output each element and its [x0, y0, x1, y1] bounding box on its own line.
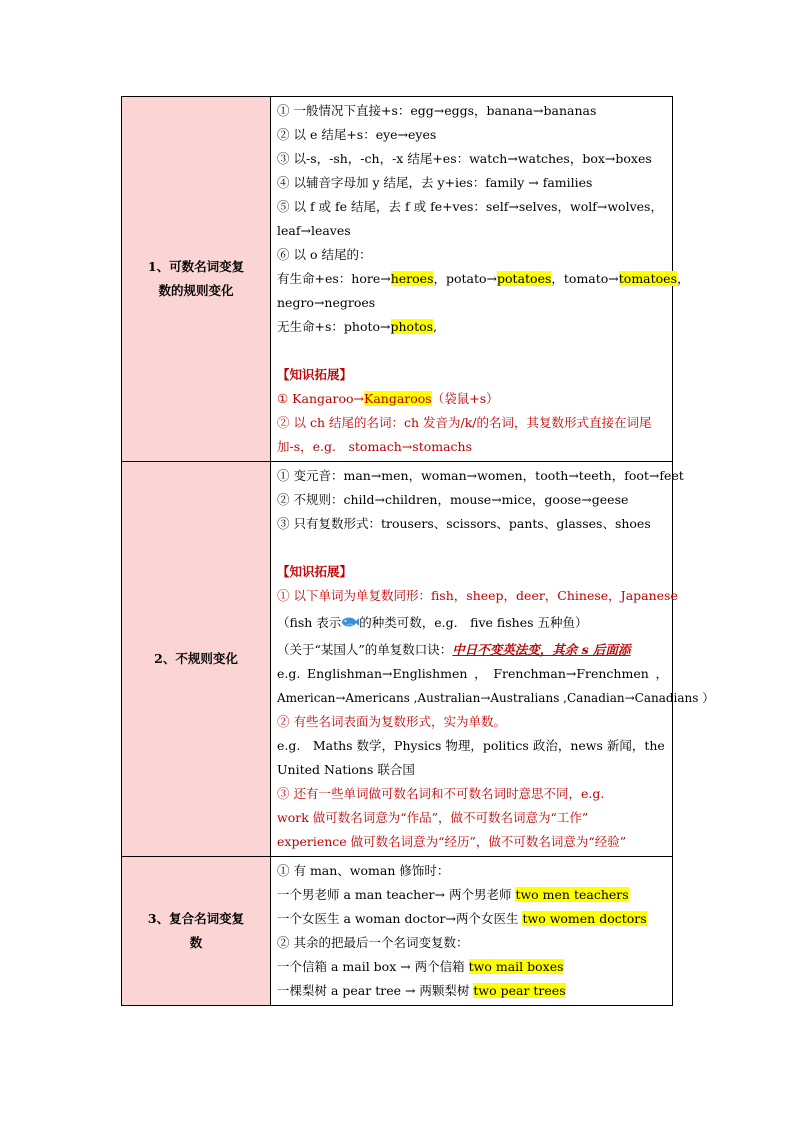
extension-line: ② 以 ch 结尾的名词：ch 发音为/k/的名词，其复数形式直接在词尾 [277, 415, 652, 430]
rule-line: leaf→leaves [277, 223, 351, 238]
mnemonic-text: 中日不变英法变，其余 s 后面添 [452, 642, 631, 657]
text: , [433, 319, 438, 334]
table-row [122, 857, 673, 1006]
heading-line: 3、复合名词变复 [147, 911, 245, 926]
extension-line [277, 387, 668, 411]
heading-line: 2、不规则变化 [154, 651, 238, 666]
rule-line: ⑤ 以 f 或 fe 结尾，去 f 或 fe+ves：self→selves，wolf→wolves， [277, 199, 663, 214]
text: 一个信箱 a mail box → 两个信箱 [277, 959, 469, 974]
highlight-text: heroes [390, 271, 434, 286]
rule-line [277, 979, 668, 1003]
table-row [122, 97, 673, 462]
extension-line: experience 做可数名词意为“经历”，做不可数名词意为“经验” [277, 834, 627, 849]
text: e.g. [277, 666, 301, 681]
extension-line [277, 662, 668, 686]
heading-line: 数的规则变化 [158, 283, 234, 298]
rule-line [277, 315, 668, 339]
spacer [277, 536, 668, 560]
rule-line [277, 955, 668, 979]
row-heading [122, 97, 271, 462]
text: （袋鼠+s） [431, 391, 499, 406]
heading-line: 数 [189, 935, 203, 950]
highlight-text: tomatoes [618, 271, 677, 286]
text: Englishman→Englishmen [307, 666, 468, 681]
text: （fish 表示 [277, 615, 342, 630]
rule-line: ② 不规则：child→children，mouse→mice，goose→geese [277, 492, 629, 507]
text: 无生命+s：photo→ [277, 319, 391, 334]
row-content [271, 857, 673, 1006]
rule-line: negro→negroes [277, 295, 376, 310]
row-content [271, 462, 715, 857]
extension-line [277, 638, 668, 662]
rule-line: ③ 只有复数形式：trousers、scissors、pants、glasses、shoes [277, 516, 651, 531]
heading-line: 1、可数名词变复 [147, 259, 245, 274]
extension-line: ③ 还有一些单词做可数名词和不可数名词时意思不同，e.g. [277, 786, 605, 801]
highlight-text: photos [390, 319, 434, 334]
text: ， [677, 271, 690, 286]
highlight-text: two women doctors [522, 911, 647, 926]
text: 一个女医生 a woman doctor→两个女医生 [277, 911, 523, 926]
text: ， [655, 666, 668, 681]
extension-heading: 【知识拓展】 [277, 367, 353, 382]
rule-line: ① 一般情况下直接+s：egg→eggs，banana→bananas [277, 103, 597, 118]
text: ，potato→ [433, 271, 498, 286]
highlight-text: two men teachers [515, 887, 629, 902]
text: 一个男老师 a man teacher→ 两个男老师 [277, 887, 516, 902]
rule-line: ① 有 man、woman 修饰时： [277, 863, 450, 878]
extension-line: work 做可数名词意为“作品”，做不可数名词意为“工作” [277, 810, 589, 825]
grammar-table [121, 96, 715, 1006]
spacer [277, 339, 668, 363]
table-row [122, 462, 673, 857]
rule-line: ③ 以-s，-sh，-ch，-x 结尾+es：watch→watches，box→boxes [277, 151, 652, 166]
text: 的种类可数，e.g. five fishes 五种鱼） [359, 615, 588, 630]
text: ① Kangaroo→ [277, 391, 364, 406]
extension-line: 加-s，e.g. stomach→stomachs [277, 439, 473, 454]
rule-line: ⑥ 以 o 结尾的： [277, 247, 372, 262]
row-content [271, 97, 690, 462]
rule-line: ④ 以辅音字母加 y 结尾，去 y+ies：family → families [277, 175, 593, 190]
extension-line: United Nations 联合国 [277, 762, 415, 777]
extension-line [277, 608, 668, 638]
highlight-text: two pear trees [473, 983, 566, 998]
fish-icon [341, 616, 359, 628]
highlight-text: two mail boxes [468, 959, 564, 974]
extension-line: ② 有些名词表面为复数形式，实为单数。 [277, 714, 506, 729]
extension-line: ① 以下单词为单复数同形：fish，sheep，deer，Chinese，Japanese [277, 588, 678, 603]
extension-heading: 【知识拓展】 [277, 564, 353, 579]
text: （关于“某国人”的单复数口诀： [277, 642, 453, 657]
rule-line: ② 其余的把最后一个名词变复数： [277, 935, 469, 950]
row-heading [122, 462, 271, 857]
text: ， [474, 666, 487, 681]
text: Frenchman→Frenchmen [493, 666, 649, 681]
text: 一棵梨树 a pear tree → 两颗梨树 [277, 983, 474, 998]
text: 有生命+es：hore→ [277, 271, 391, 286]
highlight-text: potatoes [497, 271, 552, 286]
extension-line: American→Americans ,Australian→Australians ,Canadian→Canadians ） [277, 691, 715, 705]
rule-line [277, 883, 668, 907]
rule-line: ② 以 e 结尾+s：eye→eyes [277, 127, 437, 142]
rule-line [277, 907, 668, 931]
text: ，tomato→ [551, 271, 619, 286]
rule-line: ① 变元音：man→men，woman→women，tooth→teeth，foot→feet [277, 468, 684, 483]
extension-line: e.g. Maths 数学，Physics 物理，politics 政治，news 新闻，the [277, 738, 665, 753]
row-heading [122, 857, 271, 1006]
highlight-text: Kangaroos [363, 391, 432, 406]
rule-line [277, 267, 690, 291]
